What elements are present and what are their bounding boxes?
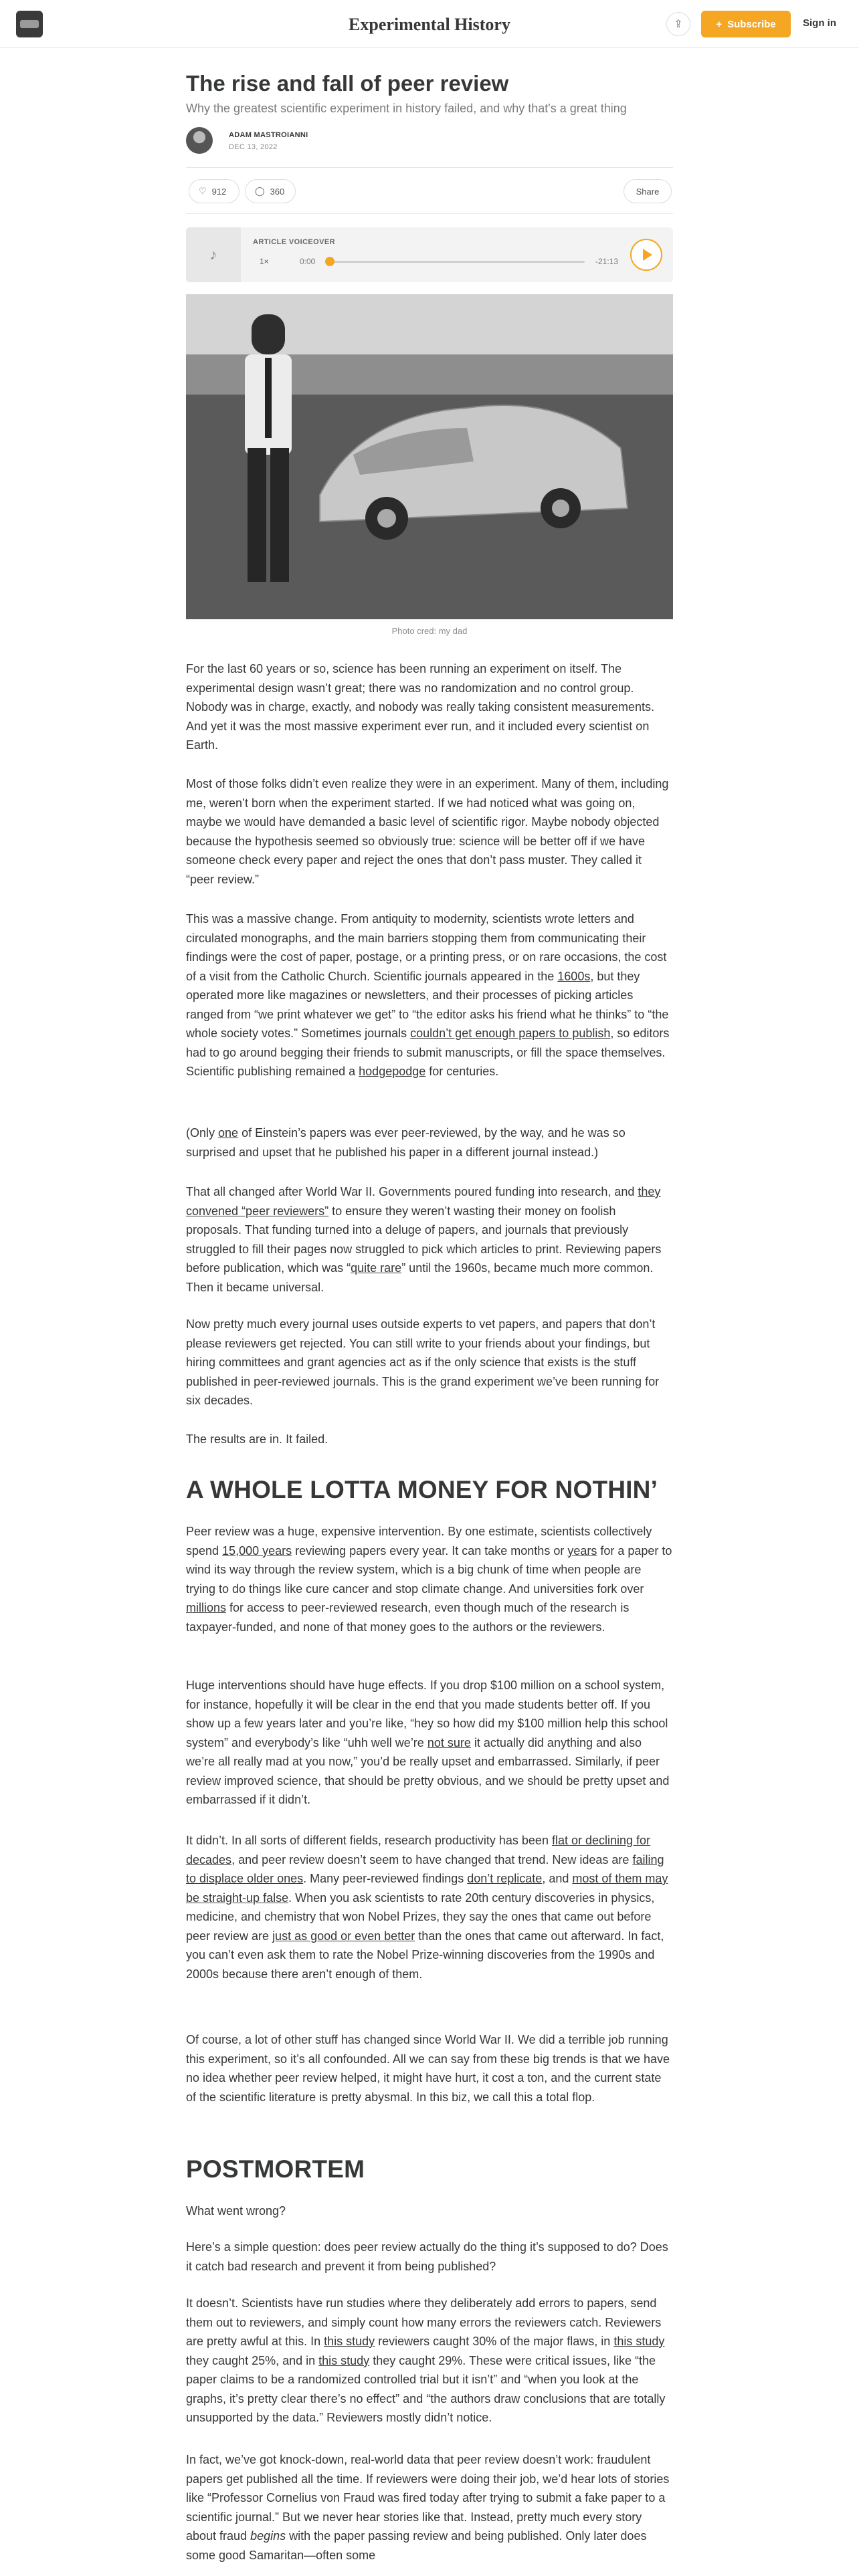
text: , and peer review doesn’t seem to have changed that trend. New ideas are [231,1852,633,1866]
link-peer-reviewers[interactable]: they convened “peer reviewers” [186,1185,661,1218]
text: they caught 29%. These were critical issues, like “the paper claims to be a randomized controlled trial but it isn’t” and “when you look at the graphs, it’s pretty clear there’s no effect” and “the authors draw conclusions that are totally unsupported by the data.” Reviewers mostly didn’t notice. [186,2353,666,2424]
playback-speed-button[interactable]: 1× [260,257,269,266]
paragraph-3 [186,909,673,1081]
comment-icon: ◯ [255,186,265,196]
link-failing-to-displace[interactable]: failing to displace older ones [186,1852,664,1885]
text: . When you ask scientists to rate 20th century discoveries in physics, medicine, and chemistry that won Nobel Prizes, they say the ones that came out before peer review are [186,1891,655,1943]
link-flat-or-declining[interactable]: flat or declining for decades [186,1834,651,1866]
paragraph-9 [186,1676,673,1810]
text: ” until the 1960s, became much more common. Then it became universal. [186,1261,654,1294]
link-just-as-good[interactable]: just as good or even better [272,1929,415,1943]
text: for access to peer-reviewed research, even though much of the research is taxpayer-funded, and none of that money goes to the authors or the reviewers. [186,1601,630,1634]
text: with the paper passing review and being published. Only later does some good Samaritan—often some [186,2529,647,2562]
link-this-study-1[interactable]: this study [324,2335,375,2348]
text: . Many peer-reviewed findings [303,1872,468,1885]
plus-icon: + [716,18,723,30]
signin-link[interactable]: Sign in [803,17,836,29]
link-one[interactable]: one [218,1126,239,1140]
link-dont-replicate[interactable]: don’t replicate [467,1872,543,1885]
comment-button[interactable] [245,179,296,203]
author-avatar[interactable] [186,127,213,154]
article-header [186,70,673,116]
share-icon: ⇪ [674,19,683,30]
text: , but they operated more like magazines or newsletters, and their processes of picking articles ranged from “we print whatever we get” to “the editor asks his friend what he thinks” to “the whole society votes.” Sometimes journals [186,969,669,1040]
text: In fact, we’ve got knock-down, real-world data that peer review doesn’t work: fraudulent papers get published all the time. If reviewers were doing their job, we’d hear lots of stories like “Professor Cornelius von Fraud was fired today after trying to submit a fake paper to a scientific journal.” But we never hear stories like that. Instead, pretty much every story about fraud [186,2453,670,2543]
share-button[interactable]: Share [624,179,672,203]
link-not-enough-papers[interactable]: couldn’t get enough papers to publish [410,1027,611,1040]
voiceover-icon: ♪ [186,227,241,282]
elapsed-time: 0:00 [300,257,316,266]
play-button[interactable] [630,239,662,271]
text: of Einstein’s papers was ever peer-reviewed, by the way, and he was so surprised and upset that he published his paper in a different journal instead.) [186,1126,626,1159]
hero-photo [186,294,673,619]
action-bar [186,167,673,214]
top-nav [0,0,859,48]
paragraph-11: Of course, a lot of other stuff has changed since World War II. We did a terrible job running this experiment, so it’s all confounded. All we can say from these big trends is that we have no idea whether peer review helped, it might have hurt, it cost a ton, and the current state of the scientific literature is pretty abysmal. In this biz, we call this a total flop. [186,2033,670,2104]
link-millions[interactable]: millions [186,1601,227,1614]
text: Huge interventions should have huge effects. If you drop $100 million on a school system, for instance, hopefully it will be clear in the end that you made students better off. If you show up a few years later and you’re like, “hey so how did my $100 million help this school system” and everybody’s like “uhh well we’re [186,1679,668,1749]
comment-count: 360 [270,186,285,197]
like-button[interactable] [189,179,240,203]
paragraph-4 [186,1123,673,1162]
text: reviewers caught 30% of the major flaws, in [375,2335,614,2348]
link-this-study-2[interactable]: this study [613,2335,665,2348]
link-years[interactable]: years [567,1543,597,1558]
link-1600s[interactable]: 1600s [557,969,591,983]
heart-icon: ♡ [199,186,207,196]
progress-track[interactable] [326,261,585,263]
progress-knob[interactable] [325,257,335,266]
text: than the ones that came out afterward. In fact, you can’t even ask them to rate the Nobel Prize-winning discoveries from the 1990s and 2000s because there aren’t enough of them. [186,1929,664,1981]
link-quite-rare[interactable]: quite rare [351,1261,402,1275]
voiceover-player [186,227,673,282]
link-hodgepodge[interactable]: hodgepodge [359,1065,426,1078]
paragraph-15 [186,2450,673,2565]
paragraph-1: For the last 60 years or so, science has been running an experiment on itself. The experimental design wasn’t great; there was no randomization and no control group. Nobody was in charge, exactly, and nobody was really taking consistent measurements. And yet it was the most massive experiment ever run, and it included every scientist on Earth. [186,662,655,752]
post-date: DEC 13, 2022 [229,143,278,151]
link-not-sure[interactable]: not sure [427,1735,471,1749]
paragraph-12: What went wrong? [186,2204,286,2218]
link-15000-years[interactable]: 15,000 years [222,1543,292,1558]
text: , and [542,1872,573,1885]
text: for centuries. [425,1065,499,1078]
text: Peer review was a huge, expensive intervention. By one estimate, scientists collectively spend [186,1525,652,1558]
link-this-study-3[interactable]: this study [318,2353,370,2367]
text: for a paper to wind its way through the review system, which is a big chunk of time when people are trying to do things like cure cancer and stop climate change. And universities fork over [186,1543,672,1596]
share-icon-button[interactable] [666,12,690,36]
emphasis-begins: begins [250,2529,286,2543]
text: it actually did anything and also we’re all really mad at you now,” you’d be really upset and embarrassed. Similarly, if peer review improved science, that should be pretty obvious, and we should be pretty upset and embarrassed if it didn’t. [186,1735,670,1806]
subscribe-label: Subscribe [727,18,776,30]
author-name[interactable]: ADAM MASTROIANNI [229,131,308,139]
photo-illustration [186,294,673,619]
paragraph-7: The results are in. It failed. [186,1432,328,1446]
text: It didn’t. In all sorts of different fields, research productivity has been [186,1834,552,1847]
text: to ensure they weren’t wasting their money on foolish proposals. That funding turned into a deluge of papers, and journals that previously struggled to fill their pages now struggled to pick which articles to print. Reviewing papers before publication, which was “ [186,1204,662,1275]
paragraph-2: Most of those folks didn’t even realize they were in an experiment. Many of them, including me, weren’t born when the experiment started. If we had noticed what was going on, maybe we would have demanded a basic level of scientific rigor. Maybe nobody objected because the hypothesis seemed so obviously true: science will be better off if we have someone check every paper and reject the ones that don’t pass muster. They called it “peer review.” [186,777,669,886]
text: they caught 25%, and in [186,2353,319,2367]
text: (Only [186,1126,219,1140]
photo-caption: Photo cred: my dad [391,626,468,636]
text: , so editors had to go around begging their friends to submit manuscripts, or fill the space themselves. Scientific publishing remained a [186,1027,670,1078]
voiceover-label: ARTICLE VOICEOVER [253,238,335,246]
subscribe-button[interactable] [701,11,791,37]
publication-name[interactable]: Experimental History [349,15,510,34]
paragraph-8 [186,1522,673,1636]
text: This was a massive change. From antiquity to modernity, scientists wrote letters and circulated monographs, and the main barriers stopping them from communicating their findings were the cost of paper, postage, or a printing press, or on rare occasions, the cost of a visit from the Catholic Church. Scientific journals appeared in the [186,912,667,983]
article-title: The rise and fall of peer review [186,71,509,96]
link-straight-up-false[interactable]: most of them may be straight-up false [186,1872,668,1905]
text: It doesn’t. Scientists have run studies where they deliberately add errors to papers, send them out to reviewers, and simply count how many errors the reviewers catch. Reviewers are pretty awful at this. In [186,2296,662,2348]
remaining-time: -21:13 [595,257,619,266]
section-heading-money: A WHOLE LOTTA MONEY FOR NOTHIN’ [186,1476,658,1503]
paragraph-6: Now pretty much every journal uses outside experts to vet papers, and papers that don’t please reviewers get rejected. You can still write to your friends about your findings, but hiring committees and grant agencies act as if the only science that exists is the stuff published in peer-reviewed journals. This is the grand experiment we’ve been running for six decades. [186,1317,660,1407]
text: That all changed after World War II. Governments poured funding into research, and [186,1185,638,1198]
article-subtitle: Why the greatest scientific experiment in history failed, and why that's a great thing [186,102,627,115]
paragraph-13: Here’s a simple question: does peer review actually do the thing it’s supposed to do? Does it catch bad research and prevent it from being published? [186,2240,668,2273]
byline [186,127,673,156]
text: reviewing papers every year. It can take months or [292,1543,568,1558]
paragraph-5 [186,1182,673,1297]
paragraph-14 [186,2294,673,2428]
section-heading-postmortem: POSTMORTEM [186,2155,365,2183]
paragraph-10 [186,1831,673,1983]
like-count: 912 [211,186,227,197]
